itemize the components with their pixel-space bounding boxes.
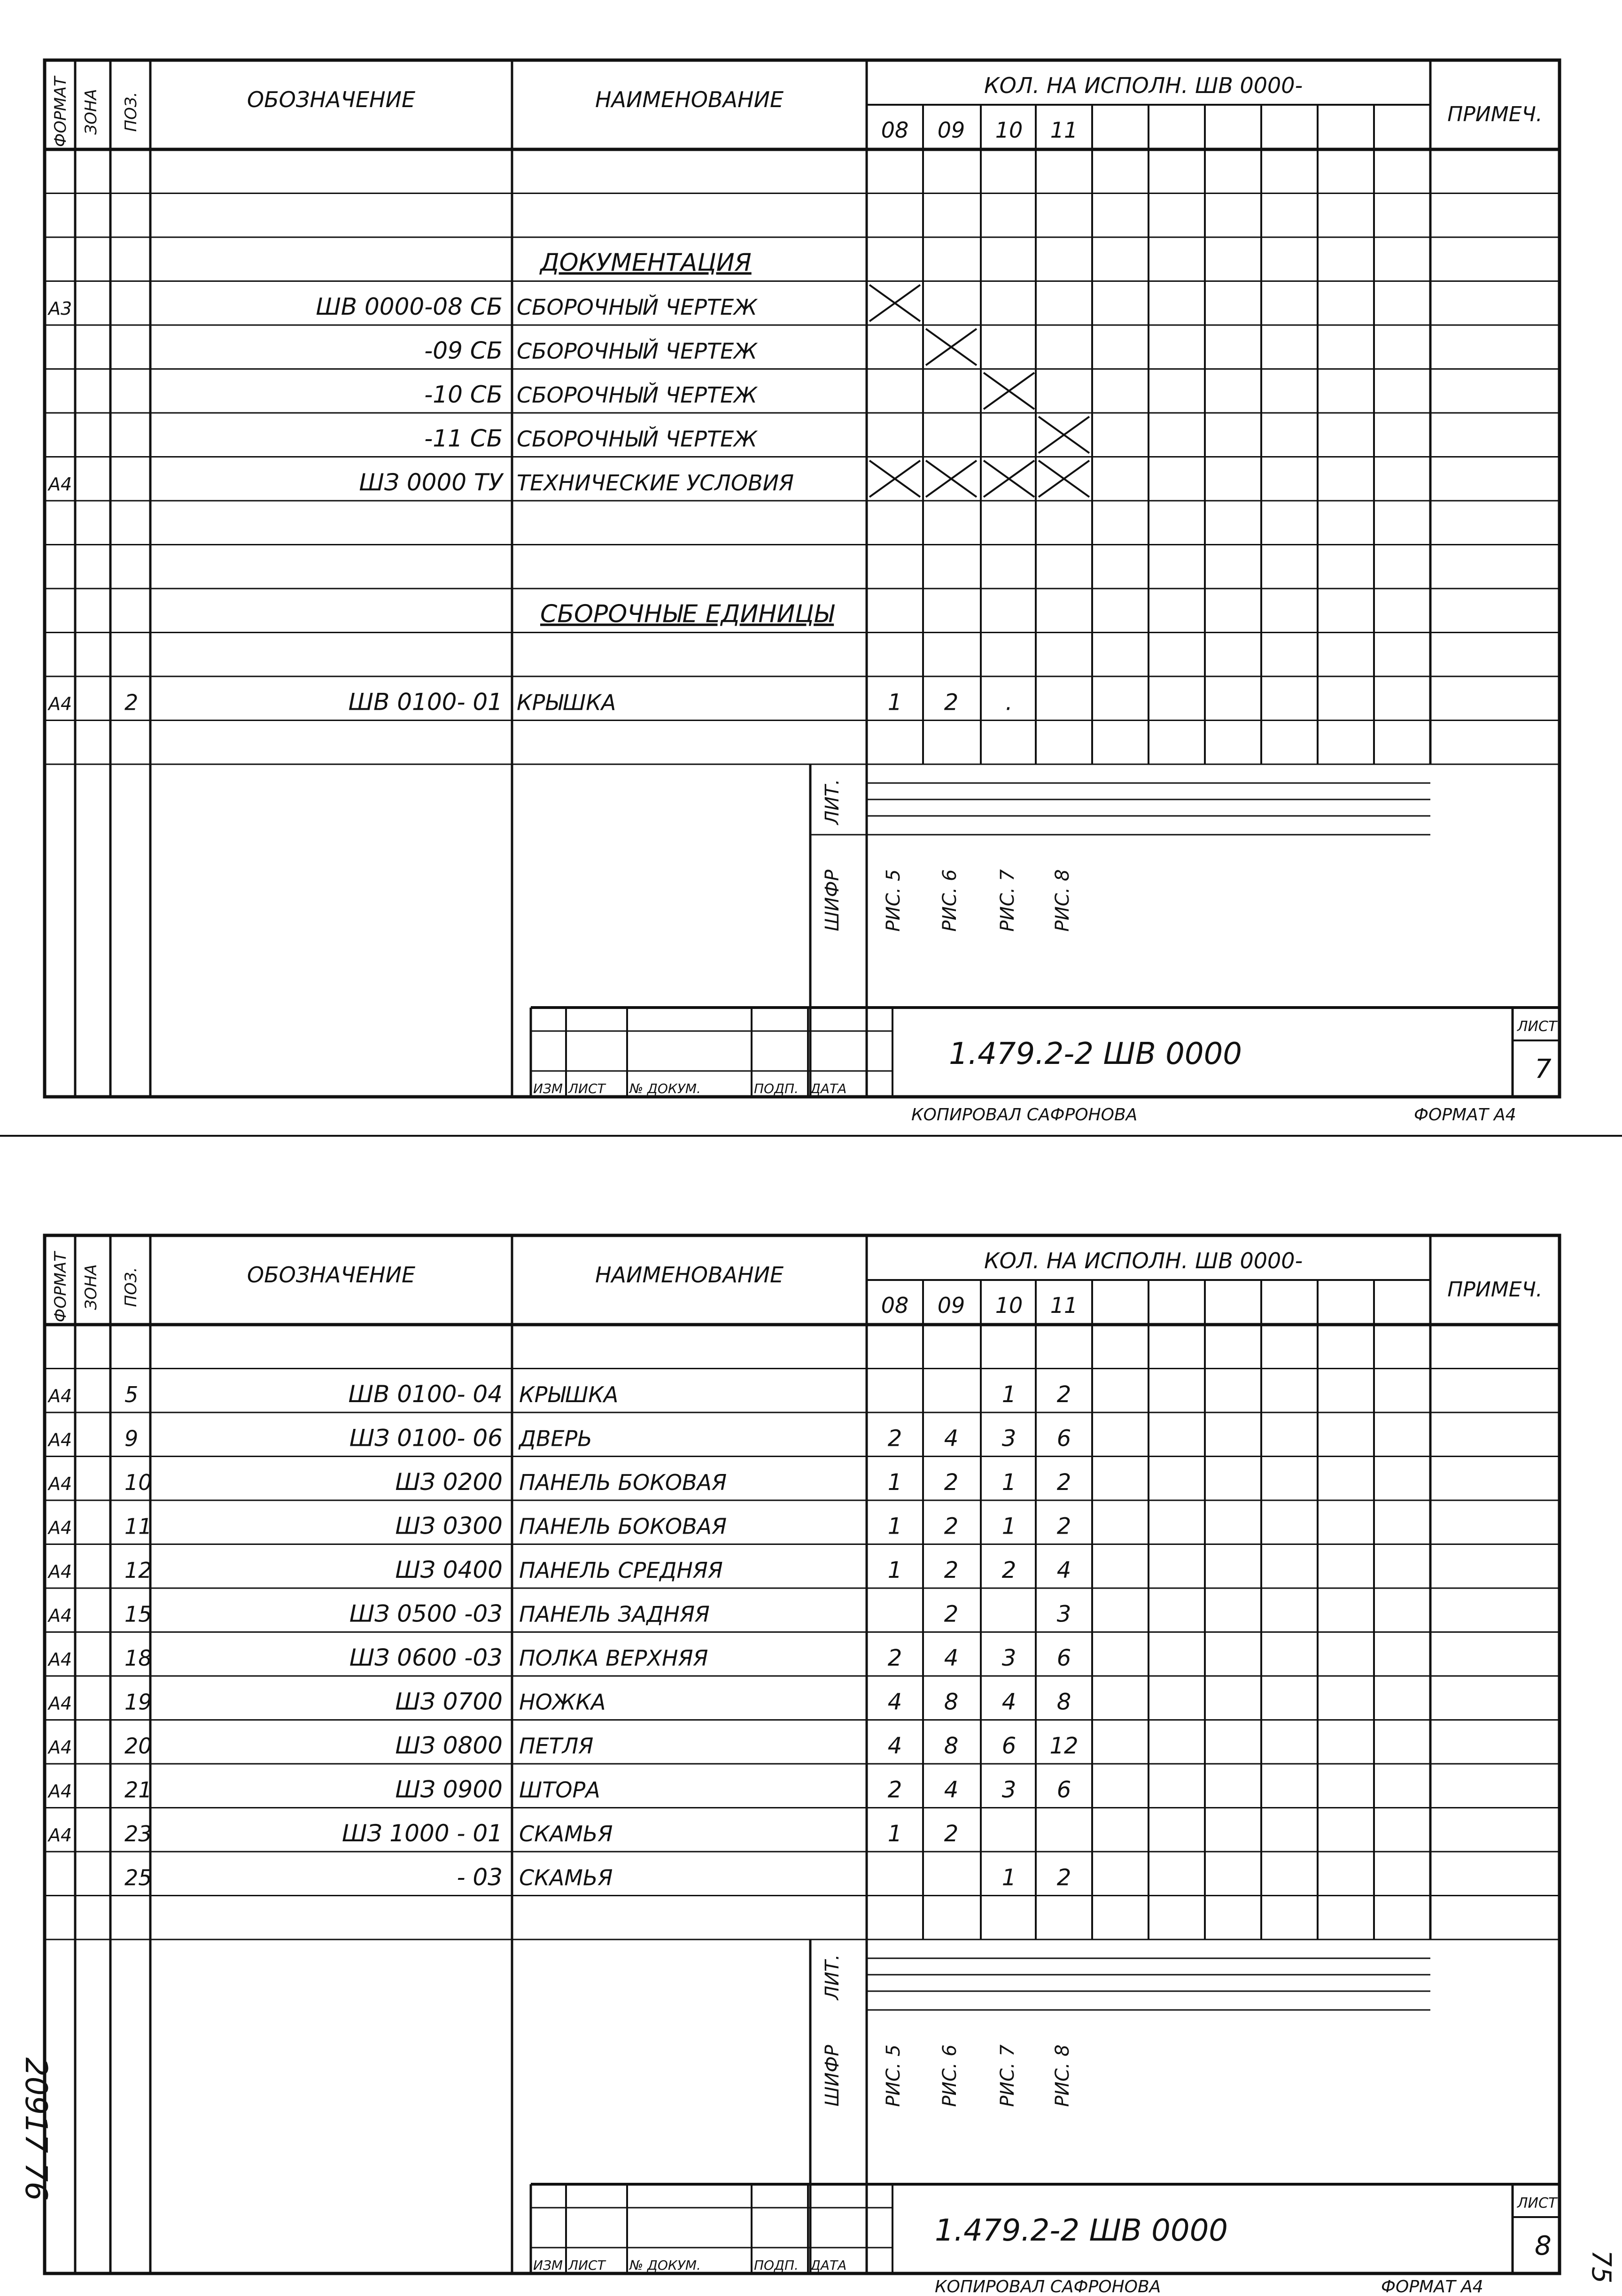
format-cell: А4 <box>48 1649 72 1670</box>
format-cell: А4 <box>48 693 72 714</box>
pos-cell: 15 <box>124 1601 152 1627</box>
format-cell: А4 <box>48 1781 72 1802</box>
variant-header: 09 <box>937 117 965 143</box>
pos-cell: 12 <box>124 1558 152 1583</box>
quantity-header: КОЛ. НА ИСПОЛН. ШВ 0000- <box>984 1248 1303 1273</box>
shifr-label: ШИФР <box>822 869 843 931</box>
name-cell: СКАМЬЯ <box>519 1821 613 1846</box>
designation-header: ОБОЗНАЧЕНИЕ <box>247 87 416 112</box>
copied-by: КОПИРОВАЛ САФРОНОВА <box>911 1105 1138 1125</box>
qty-cell: 6 <box>1001 1733 1017 1759</box>
pos-cell: 10 <box>124 1470 152 1495</box>
qty-cell: 1 <box>1001 1513 1017 1540</box>
format-cell: А4 <box>48 1429 72 1451</box>
qty-cell: 4 <box>1056 1557 1071 1583</box>
designation-cell: ШЗ 0300 <box>395 1512 503 1540</box>
designation-cell: ШВ 0100- 01 <box>348 688 503 716</box>
designation-cell: -11 СБ <box>424 425 503 452</box>
pos-cell: 20 <box>124 1733 152 1759</box>
name-cell: КРЫШКА <box>519 1382 619 1407</box>
qty-cell: 2 <box>944 1513 959 1540</box>
qty-cell: 2 <box>887 1425 902 1452</box>
qty-cell: 4 <box>1001 1689 1017 1715</box>
designation-cell: ШЗ 0900 <box>395 1776 503 1803</box>
qty-cell: 1 <box>1001 1381 1017 1408</box>
sheet-number: 7 <box>1535 1054 1552 1085</box>
qty-cell: 4 <box>887 1733 902 1759</box>
format-label: ФОРМАТ А4 <box>1381 2277 1483 2296</box>
name-cell: ПОЛКА ВЕРХНЯЯ <box>519 1645 708 1671</box>
stamp-list: ЛИСТ <box>568 1081 605 1096</box>
qty-cell: 2 <box>944 1469 959 1496</box>
qty-cell: . <box>1005 689 1013 716</box>
qty-cell: 8 <box>1056 1689 1071 1715</box>
name-cell: ДВЕРЬ <box>519 1426 592 1451</box>
name-cell: КРЫШКА <box>517 690 616 715</box>
variant-header: 09 <box>937 1293 965 1318</box>
format-cell: А4 <box>48 1737 72 1758</box>
format-header: ФОРМАТ <box>51 77 70 147</box>
pos-cell: 2 <box>124 690 139 715</box>
section-title: ДОКУМЕНТАЦИЯ <box>540 248 752 277</box>
note-header: ПРИМЕЧ. <box>1447 102 1543 126</box>
pos-cell: 25 <box>124 1865 152 1891</box>
format-header: ФОРМАТ <box>51 1252 70 1322</box>
qty-cell: 2 <box>1056 1513 1071 1540</box>
stamp-doc: № ДОКУМ. <box>629 1081 701 1096</box>
stamp-list: ЛИСТ <box>568 2257 605 2273</box>
ref-label: РИС. 8 <box>1052 869 1073 932</box>
format-label: ФОРМАТ А4 <box>1414 1105 1516 1125</box>
variant-header: 11 <box>1050 1293 1078 1318</box>
format-cell: А3 <box>48 298 72 319</box>
designation-cell: ШЗ 0000 ТУ <box>359 469 503 496</box>
qty-cell: 2 <box>944 1557 959 1583</box>
qty-cell: 12 <box>1049 1733 1079 1759</box>
qty-cell: 4 <box>944 1645 959 1671</box>
qty-cell: 4 <box>944 1425 959 1452</box>
designation-cell: ШЗ 0600 -03 <box>349 1644 503 1671</box>
qty-cell: 1 <box>887 1821 902 1847</box>
name-cell: НОЖКА <box>519 1689 606 1715</box>
format-cell: А4 <box>48 1825 72 1846</box>
name-cell: СКАМЬЯ <box>519 1865 613 1891</box>
ref-label: РИС. 5 <box>883 2044 904 2107</box>
ref-label: РИС. 6 <box>939 869 961 932</box>
pos-cell: 19 <box>124 1689 152 1715</box>
designation-cell: ШЗ 0700 <box>395 1688 503 1715</box>
stamp-data: ДАТА <box>810 1081 847 1096</box>
qty-cell: 1 <box>887 1469 902 1496</box>
name-cell: ПАНЕЛЬ БОКОВАЯ <box>519 1513 727 1539</box>
stamp-doc: № ДОКУМ. <box>629 2257 701 2273</box>
qty-cell: 8 <box>944 1733 959 1759</box>
ref-label: РИС. 8 <box>1052 2044 1073 2107</box>
format-cell: А4 <box>48 474 72 495</box>
qty-cell: 3 <box>1001 1776 1017 1803</box>
format-cell: А4 <box>48 1693 72 1714</box>
pos-header: ПОЗ. <box>122 92 140 132</box>
quantity-header: КОЛ. НА ИСПОЛН. ШВ 0000- <box>984 73 1303 98</box>
format-cell: А4 <box>48 1517 72 1538</box>
copied-by: КОПИРОВАЛ САФРОНОВА <box>935 2277 1161 2296</box>
stamp-podp: ПОДП. <box>754 1081 799 1096</box>
name-cell: СБОРОЧНЫЙ ЧЕРТЕЖ <box>517 426 757 452</box>
qty-cell: 1 <box>887 689 902 716</box>
designation-cell: -09 СБ <box>424 337 503 365</box>
pos-cell: 11 <box>124 1513 152 1539</box>
document-code: 1.479.2-2 ШВ 0000 <box>935 2213 1228 2248</box>
qty-cell: 1 <box>1001 1469 1017 1496</box>
designation-cell: - 03 <box>457 1863 503 1891</box>
pos-cell: 18 <box>124 1645 152 1671</box>
archive-number: 20917 76 <box>18 2057 53 2201</box>
section-title: СБОРОЧНЫЕ ЕДИНИЦЫ <box>540 600 834 628</box>
note-header: ПРИМЕЧ. <box>1447 1278 1543 1302</box>
shifr-label: ШИФР <box>822 2045 843 2107</box>
designation-cell: ШЗ 0400 <box>395 1556 503 1583</box>
qty-cell: 6 <box>1056 1645 1071 1671</box>
qty-cell: 6 <box>1056 1776 1071 1803</box>
sheet1-frame <box>45 60 1560 1097</box>
pos-cell: 5 <box>124 1382 139 1407</box>
ref-label: РИС. 6 <box>939 2044 961 2107</box>
variant-header: 10 <box>995 1293 1023 1318</box>
designation-cell: ШЗ 1000 - 01 <box>341 1820 503 1847</box>
qty-cell: 2 <box>944 1601 959 1628</box>
qty-cell: 4 <box>944 1776 959 1803</box>
pos-cell: 21 <box>124 1777 152 1803</box>
ref-label: РИС. 7 <box>997 2044 1018 2107</box>
qty-cell: 2 <box>1056 1381 1071 1408</box>
format-cell: А4 <box>48 1605 72 1626</box>
format-cell: А4 <box>48 1561 72 1582</box>
qty-cell: 1 <box>887 1557 902 1583</box>
name-cell: СБОРОЧНЫЙ ЧЕРТЕЖ <box>517 295 757 320</box>
stamp-podp: ПОДП. <box>754 2257 799 2273</box>
sheet2-frame <box>45 1235 1560 2273</box>
name-cell: ПАНЕЛЬ ЗАДНЯЯ <box>519 1601 710 1627</box>
name-cell: ПЕТЛЯ <box>519 1733 594 1759</box>
format-cell: А4 <box>48 1474 72 1494</box>
designation-cell: -10 СБ <box>424 381 503 408</box>
designation-cell: ШЗ 0100- 06 <box>349 1424 503 1452</box>
ref-label: РИС. 5 <box>883 869 904 932</box>
qty-cell: 2 <box>944 1821 959 1847</box>
designation-cell: ШВ 0100- 04 <box>348 1381 503 1408</box>
name-cell: ПАНЕЛЬ БОКОВАЯ <box>519 1470 727 1495</box>
qty-cell: 2 <box>1056 1864 1071 1891</box>
qty-cell: 2 <box>887 1645 902 1671</box>
sheet-number: 8 <box>1535 2231 1552 2261</box>
qty-cell: 3 <box>1056 1601 1071 1628</box>
qty-cell: 2 <box>944 689 959 716</box>
qty-cell: 6 <box>1056 1425 1071 1452</box>
qty-cell: 1 <box>887 1513 902 1540</box>
designation-cell: ШВ 0000-08 СБ <box>316 293 503 320</box>
stamp-data: ДАТА <box>810 2257 847 2273</box>
designation-cell: ШЗ 0800 <box>395 1732 503 1759</box>
stamp-izm: ИЗМ <box>533 1081 563 1096</box>
pos-cell: 9 <box>124 1426 139 1451</box>
format-cell: А4 <box>48 1386 72 1406</box>
zone-header: ЗОНА <box>82 1264 101 1310</box>
qty-cell: 2 <box>1056 1469 1071 1496</box>
pos-header: ПОЗ. <box>122 1267 140 1307</box>
qty-cell: 1 <box>1001 1864 1017 1891</box>
zone-header: ЗОНА <box>82 89 101 135</box>
page-number: 75 <box>1586 2250 1616 2284</box>
designation-cell: ШЗ 0500 -03 <box>349 1600 503 1628</box>
qty-cell: 2 <box>1001 1557 1017 1583</box>
qty-cell: 3 <box>1001 1645 1017 1671</box>
variant-header: 11 <box>1050 117 1078 143</box>
name-header: НАИМЕНОВАНИЕ <box>595 1262 784 1288</box>
variant-header: 08 <box>881 1293 909 1318</box>
variant-header: 08 <box>881 117 909 143</box>
lit-label: ЛИТ. <box>822 779 843 825</box>
variant-header: 10 <box>995 117 1023 143</box>
qty-cell: 8 <box>944 1689 959 1715</box>
lit-label: ЛИТ. <box>822 1954 843 2000</box>
designation-cell: ШЗ 0200 <box>395 1468 503 1496</box>
stamp-izm: ИЗМ <box>533 2257 563 2273</box>
qty-cell: 2 <box>887 1776 902 1803</box>
pos-cell: 23 <box>124 1821 152 1846</box>
qty-cell: 4 <box>887 1689 902 1715</box>
designation-header: ОБОЗНАЧЕНИЕ <box>247 1262 416 1288</box>
name-cell: СБОРОЧНЫЙ ЧЕРТЕЖ <box>517 338 757 364</box>
name-cell: СБОРОЧНЫЙ ЧЕРТЕЖ <box>517 382 757 408</box>
name-cell: ТЕХНИЧЕСКИЕ УСЛОВИЯ <box>517 470 794 496</box>
name-header: НАИМЕНОВАНИЕ <box>595 87 784 112</box>
sheet-label: ЛИСТ <box>1517 1018 1557 1035</box>
document-code: 1.479.2-2 ШВ 0000 <box>949 1037 1242 1071</box>
ref-label: РИС. 7 <box>997 869 1018 932</box>
qty-cell: 3 <box>1001 1425 1017 1452</box>
sheet-label: ЛИСТ <box>1517 2195 1557 2211</box>
name-cell: ШТОРА <box>519 1777 600 1803</box>
name-cell: ПАНЕЛЬ СРЕДНЯЯ <box>519 1558 723 1583</box>
